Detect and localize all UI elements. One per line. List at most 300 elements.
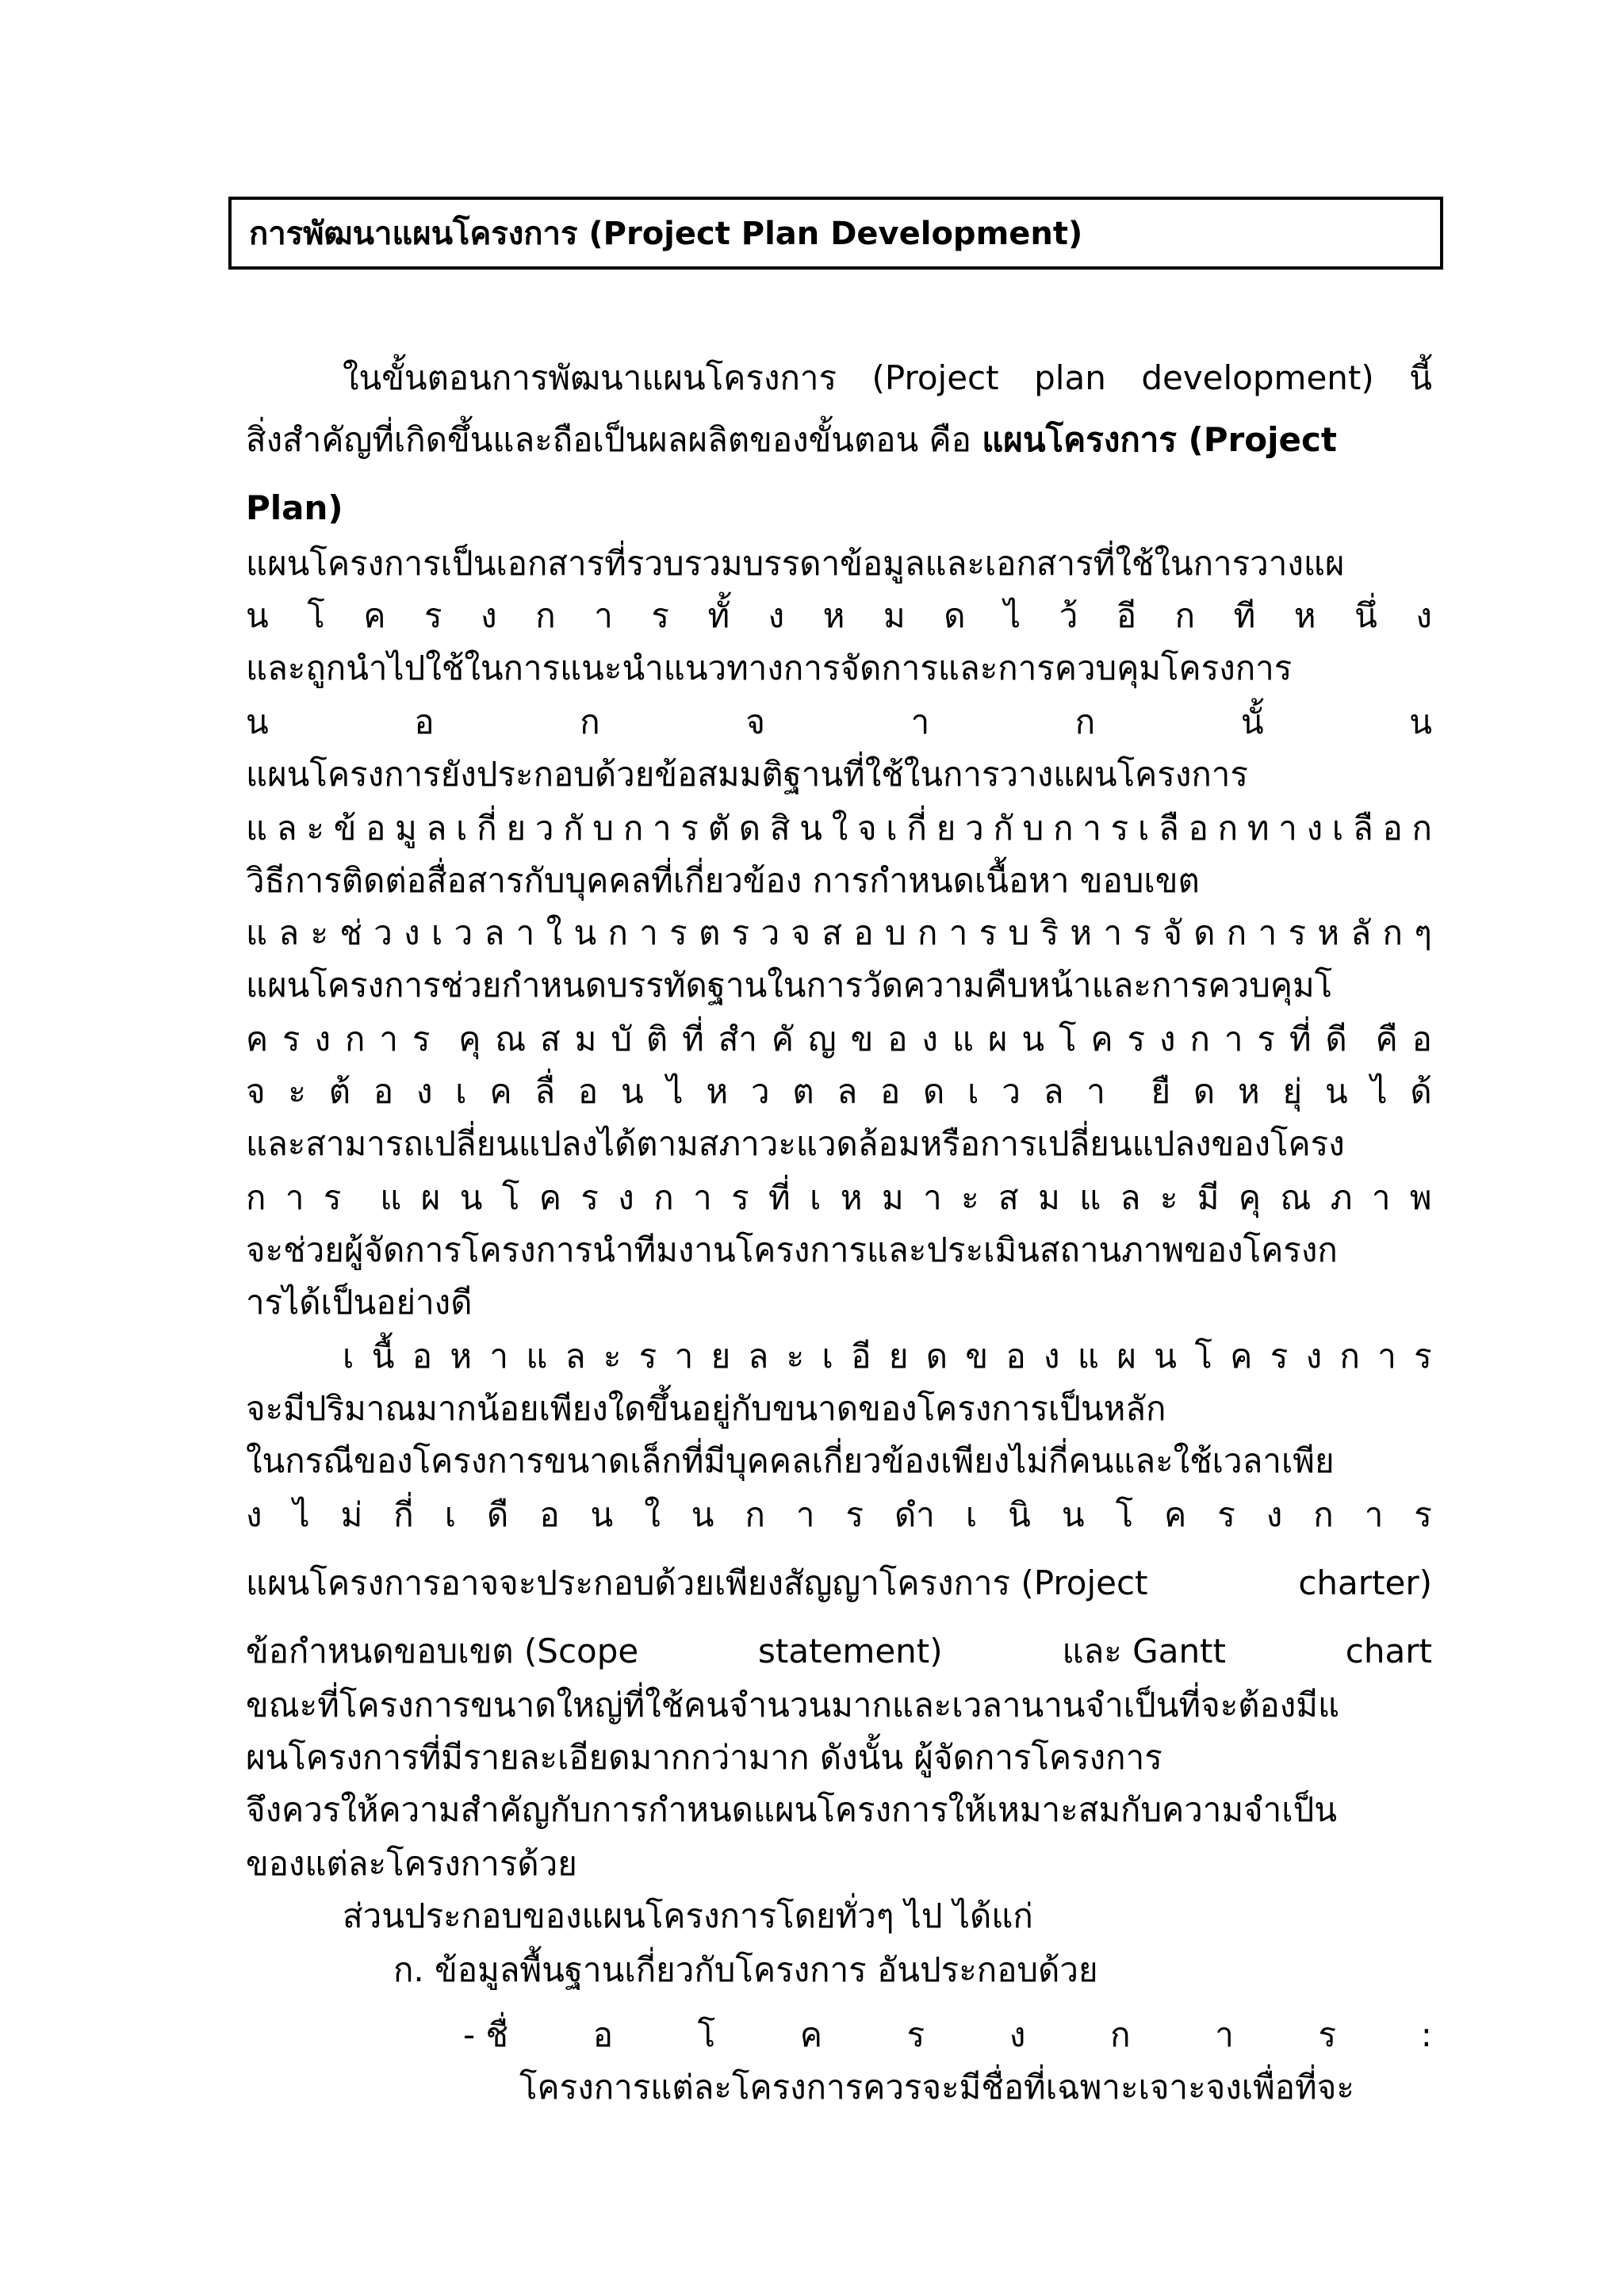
text-segment: ร [651,596,669,635]
text-segment: อ [592,2015,613,2054]
text-segment: า [1364,1495,1384,1534]
text-segment: น [1409,702,1432,741]
text-segment: ก [1189,1020,1210,1058]
text-segment: น [246,596,269,635]
text-segment: ส [998,1178,1019,1217]
paragraph-line [246,702,1432,750]
text-segment: เ [456,809,468,848]
paragraph-line: ารได้เป็นอย่างดี [246,1283,473,1322]
text-segment: ง [246,1495,262,1534]
text-segment: ว [534,809,554,848]
text-segment: ล [748,1337,769,1376]
list-subitem-line [463,2015,1432,2063]
paragraph-line: ขณะที่โครงการขนาดใหญ่ที่ใช้คนจำนวนมากและเวลานานจำเป็นที่จะต้องมีแ [246,1686,1340,1724]
text-segment: แผนโครงการอาจจะประกอบด้วยเพียงสัญญาโครงการ (Project [246,1563,1148,1602]
text-segment: ล [837,1072,858,1111]
text-segment: น [1021,1020,1045,1058]
text-segment: ย [506,809,527,848]
text-segment: ยื [1151,1072,1171,1111]
text-segment: ก [246,1178,266,1217]
text-segment: ดี [1325,1020,1347,1058]
text-segment: บ [884,913,906,952]
text-segment: ร [412,1020,431,1058]
paragraph-line: วิธีการติดต่อสื่อสารกับบุคคลที่เกี่ยวข้อง การกำหนดเนื้อหา ขอบเขต [246,861,1200,900]
text-segment: ไ [1004,596,1021,635]
text-segment: า [674,1337,694,1376]
text-segment: น [590,1495,614,1534]
text-segment: ห [822,596,845,635]
text-segment: น [573,913,597,952]
text-segment: สิ [769,809,791,848]
text-segment: ล [484,913,505,952]
text-segment: โ [501,1178,520,1217]
text-segment: า [379,1020,398,1058]
text-segment: มู [395,809,417,848]
paragraph-line: แผนโครงการยังประกอบด้วยข้อสมมติฐานที่ใช้ในการวางแผนโครงการ [246,755,1248,794]
text-segment: แ [246,913,268,952]
text-segment: ง [1009,2015,1026,2054]
text-segment: ผ [1116,1337,1136,1376]
text-segment: ม [883,596,906,635]
text-segment: ญ [807,1020,837,1058]
text-segment: ด้ [1410,1072,1432,1111]
text-segment: ค [489,1072,512,1111]
paragraph-line: จึงควรให้ความสำคัญกับการกำหนดแผนโครงการให้เหมาะสมกับความจำเป็น [246,1790,1337,1829]
text-segment: ร [669,913,688,952]
text-segment: เ [1331,809,1344,848]
text-segment: ผ [420,1178,441,1217]
text-segment: ว [454,913,473,952]
text-segment: ค [1230,1337,1253,1376]
text-segment: ห [706,1072,729,1111]
text-segment: ก [344,1020,366,1058]
text-segment: ค [1090,1020,1113,1058]
text-segment: ร [1133,913,1151,952]
text-span: สิ่งสำคัญที่เกิดขึ้นและถือเป็นผลผลิตของขั้นตอน คือ [246,420,982,459]
paragraph-line: และถูกนำไปใช้ในการแนะนำแนวทางการจัดการและการควบคุมโครงการ [246,649,1293,687]
text-segment: ค [538,1178,561,1217]
text-segment: ะ [288,1072,306,1111]
text-segment: คุ [458,1020,481,1058]
text-segment: า [1224,1020,1243,1058]
text-segment: ล [426,809,447,848]
section-title: การพัฒนาแผนโครงการ (Project Plan Development) [249,216,1083,252]
paragraph-line [246,1563,1432,1611]
text-segment: บั [611,1020,632,1058]
text-segment: ะ [306,809,324,848]
text-segment: ต้ [328,1072,351,1111]
text-segment: ง [1415,596,1432,635]
paragraph-line [246,1020,1432,1067]
text-segment: น [1324,1072,1348,1111]
text-segment: บ [1008,913,1030,952]
text-segment: กั [993,809,1013,848]
text-segment: นั้ [1240,702,1264,741]
text-segment: ว [750,1072,770,1111]
text-segment: ย [888,1337,909,1376]
text-segment: ลื [1159,809,1179,848]
text-segment: า [910,702,930,741]
paragraph-line [343,1337,1432,1384]
text-segment: ล [1043,1072,1064,1111]
text-segment: โ [307,596,325,635]
text-segment: า [1215,2015,1234,2054]
paragraph-line [246,596,1432,644]
text-segment: ง [314,1020,331,1058]
text-segment: ก [1411,809,1432,848]
text-segment: ใ [644,1495,661,1534]
text-segment: ร [1414,1337,1432,1376]
text-segment: ที่ [1289,1020,1312,1058]
text-segment: ร [1217,1495,1235,1534]
text-segment: ว [760,913,780,952]
text-segment: แ [952,1020,974,1058]
text-segment: โ [1194,1337,1212,1376]
text-segment: า [1371,1178,1391,1217]
text-segment: : [1420,2015,1432,2054]
paragraph-line: แผนโครงการช่วยกำหนดบรรทัดฐานในการวัดความคืบหน้าและการควบคุมโ [246,966,1333,1004]
text-segment: - ชื่ [463,2015,509,2054]
text-segment: ณ [1280,1178,1312,1217]
text-segment: ม่ [340,1495,363,1534]
text-segment: ก [535,596,556,635]
text-segment: ง [921,1020,938,1058]
text-segment: ๆ [1414,913,1432,952]
text-segment: ข้อกำหนดขอบเขต (Scope [246,1632,639,1670]
list-item-heading: ก. ข้อมูลพื้นฐานเกี่ยวกับโครงการ อันประกอบด้วย [393,1950,1098,1989]
text-segment: อี [851,1337,871,1376]
text-segment: ก [622,809,644,848]
paragraph-line [246,913,1432,961]
text-segment: า [1258,913,1277,952]
text-segment: จ [745,702,765,741]
text-segment: ง [1306,809,1323,848]
text-segment: อ [880,1072,901,1111]
text-segment: ที่ [768,1178,791,1217]
text-segment: โ [697,2015,716,2054]
text-segment: ก [1226,913,1247,952]
text-segment: ไ [666,1072,684,1111]
text-segment: ร [1288,913,1307,952]
paragraph-line [343,358,1432,406]
text-segment: อ [414,702,435,741]
text-segment: ในขั้นตอนการพัฒนาแผนโครงการ [343,358,837,397]
text-segment: อ [1382,809,1403,848]
text-segment: ห [1070,913,1093,952]
paragraph-line: ผนโครงการที่มีรายละเอียดมากกว่ามาก ดังนั้น ผู้จัดการโครงการ [246,1738,1162,1777]
text-segment: ะ [310,913,329,952]
text-segment: ง [768,596,785,635]
text-segment: และ Gantt [1062,1632,1226,1670]
text-segment: กี่ [906,809,927,848]
text-segment: เ [444,1495,457,1534]
bold-term: แผนโครงการ (Project [982,420,1337,459]
text-segment: อ [577,1072,599,1111]
text-segment: เ [886,809,898,848]
text-segment: อ [887,1020,908,1058]
text-segment: ต [699,913,721,952]
text-segment: ใ [546,913,563,952]
text-segment: น [246,702,269,741]
text-segment: โ [1059,1020,1077,1058]
text-segment: แ [1077,1337,1099,1376]
text-segment: ร [1414,1495,1432,1534]
text-segment: ก [1053,809,1074,848]
text-segment: น [1154,1337,1177,1376]
text-segment: ลื่ [534,1072,556,1111]
text-segment: เ [431,913,443,952]
text-segment: ร [282,1020,301,1058]
text-segment: อ [412,1337,432,1376]
text-segment: ย [936,809,956,848]
text-segment: จ [791,913,811,952]
text-segment: charter) [1298,1563,1432,1602]
text-segment: ง [404,913,420,952]
text-segment: ค [246,1020,269,1058]
text-segment: ร [1110,809,1129,848]
text-segment: ร [580,1178,599,1217]
text-segment: า [923,1178,942,1217]
text-segment: จ [246,1072,266,1111]
text-segment: เ [965,1495,978,1534]
text-segment: ภ [1330,1178,1353,1217]
text-segment: ห [1293,596,1316,635]
text-segment: ล [1120,1178,1141,1217]
text-segment: ล [276,809,297,848]
text-segment: ส [540,1020,561,1058]
text-segment: ร [979,913,998,952]
text-segment: ข [965,1337,989,1376]
text-segment: ด [1193,913,1216,952]
text-segment: ค [799,2015,822,2054]
text-segment: น [1061,1495,1085,1534]
text-segment: นื้ [371,1337,395,1376]
text-segment: ว [1002,1072,1021,1111]
text-segment: า [1377,1337,1396,1376]
text-segment: ดำ [894,1495,935,1534]
text-segment: ก [607,913,628,952]
text-segment: อ [1005,1337,1026,1376]
text-segment: ค [363,596,386,635]
text-segment: ก [1174,596,1196,635]
text-segment: ก [1074,702,1096,741]
text-segment: ง [1159,1020,1176,1058]
text-segment: จ [857,809,877,848]
list-intro: ส่วนประกอบของแผนโครงการโดยทั่วๆ ไป ได้แก่ [343,1896,1033,1935]
text-segment: น [620,1072,644,1111]
text-segment: ง [618,1178,634,1217]
paragraph-line: จะช่วยผู้จัดการโครงการนำทีมงานโครงการและประเมินสถานภาพของโครงก [246,1230,1338,1269]
paragraph-line: ของแต่ละโครงการด้วย [246,1844,577,1883]
text-segment: ร [845,1495,864,1534]
text-segment: เ [1137,809,1150,848]
text-segment: ง [481,596,497,635]
text-segment: ร [680,809,699,848]
text-segment: ก [1217,809,1239,848]
text-segment: โ [1115,1495,1134,1534]
text-segment: า [1103,913,1123,952]
text-segment: น [799,809,822,848]
text-segment: ช่ [339,913,362,952]
text-segment: อ [1411,1020,1432,1058]
text-segment: ะ [1159,1178,1178,1217]
text-segment: นิ [1008,1495,1031,1534]
text-segment: ด [925,1337,948,1376]
text-segment: เ [455,1072,467,1111]
text-segment: ห [840,1178,863,1217]
text-segment: ทั้ [707,596,730,635]
text-segment: ล [278,913,300,952]
text-segment: ห [450,1337,473,1376]
text-segment: อี [1116,596,1137,635]
text-segment: า [693,1178,712,1217]
text-segment: พ [1409,1178,1432,1217]
paragraph-line [246,420,1337,468]
text-segment: chart [1345,1632,1432,1670]
text-segment: ห [1238,1072,1260,1111]
text-segment: ริ [1040,913,1059,952]
text-segment: กั [563,809,584,848]
paragraph-line: และสามารถเปลี่ยนแปลงได้ตามสภาวะแวดล้อมหรือการเปลี่ยนแปลงของโครง [246,1124,1345,1163]
text-segment: development) [1141,358,1374,397]
text-segment: ร [906,2015,925,2054]
text-segment: า [594,596,613,635]
text-segment: ะ [961,1178,979,1217]
text-segment: ไ [293,1495,310,1534]
text-segment: นี้ [1409,358,1432,397]
text-segment: ะ [786,1337,805,1376]
text-segment: า [653,809,672,848]
text-segment: เ [822,1337,833,1376]
text-segment: ก [1339,1337,1360,1376]
text-segment: น [459,1178,483,1217]
text-segment: ม [574,1020,597,1058]
text-segment: คื [1375,1020,1398,1058]
text-segment: ณ [495,1020,527,1058]
text-segment: แ [526,1337,548,1376]
text-segment: ก [653,1178,674,1217]
text-segment: น [691,1495,714,1534]
text-segment: ะ [603,1337,622,1376]
text-segment: ไ [1370,1072,1388,1111]
text-segment: ร [1127,1020,1146,1058]
text-segment: ร [638,1337,657,1376]
list-subitem-text: โครงการแต่ละโครงการควรจะมีชื่อที่เฉพาะเจาะจงเพื่อที่จะ [519,2068,1354,2107]
text-segment: ก [1382,913,1403,952]
text-segment: มี [1197,1178,1220,1217]
text-segment: แ [1079,1178,1101,1217]
text-segment: ใ [831,809,848,848]
text-segment: า [639,913,658,952]
text-segment: ร [1257,1020,1275,1058]
text-segment: ง [1044,1337,1060,1376]
text-segment: ท [1247,809,1270,848]
text-segment: ค [1164,1495,1187,1534]
text-segment: ข [850,1020,874,1058]
text-segment: ง [416,1072,433,1111]
paragraph-line: Plan) [246,488,343,527]
text-segment: ร [1270,1337,1289,1376]
paragraph-line: จะมีปริมาณมากน้อยเพียงใดขึ้นอยู่กับขนาดของโครงการเป็นหลัก [246,1389,1166,1428]
text-segment: ข้ [333,809,357,848]
text-segment: (Project [871,358,999,397]
text-segment: ก [1313,1495,1334,1534]
text-segment: กี่ [477,809,497,848]
text-segment: ร [1318,2015,1337,2054]
text-segment: ง [1266,1495,1283,1534]
text-segment: ยุ่ [1282,1072,1303,1111]
text-segment: แ [380,1178,402,1217]
text-segment: คุ [1238,1178,1261,1217]
text-segment: บ [592,809,615,848]
text-segment: ว [965,809,984,848]
text-segment: อ [539,1495,560,1534]
text-segment: plan [1034,358,1106,397]
text-segment: ง [1305,1337,1323,1376]
text-segment: า [948,913,968,952]
text-segment: ลื [1353,809,1373,848]
paragraph-line [246,1632,1432,1679]
text-segment: อ [1188,809,1208,848]
text-segment: ว [373,913,393,952]
text-segment: เ [343,1337,354,1376]
text-segment: ม [1038,1178,1060,1217]
text-segment: ติ [645,1020,668,1058]
text-segment: า [795,1495,815,1534]
text-segment: า [1082,809,1101,848]
paragraph-line [246,1072,1432,1119]
text-segment: ก [1110,2015,1131,2054]
text-segment: า [515,913,535,952]
text-segment: ต [792,1072,814,1111]
text-segment: เ [967,1072,979,1111]
section-title-box [228,197,1443,270]
text-segment: ดื [487,1495,509,1534]
text-segment: ลั [1350,913,1372,952]
text-segment: จั [1162,913,1182,952]
paragraph-line: แผนโครงการเป็นเอกสารที่รวบรวมบรรดาข้อมูลและเอกสารที่ใช้ในการวางแผ [246,544,1345,583]
text-segment: ที่ [682,1020,704,1058]
text-segment: ที [1233,596,1256,635]
paragraph-line [246,1178,1432,1226]
text-segment: ก [745,1495,765,1534]
paragraph-line [246,809,1432,856]
text-segment: อ [366,809,386,848]
text-segment: ตั [707,809,730,848]
text-segment: ก [580,702,600,741]
text-segment: ห [1317,913,1340,952]
text-segment: ย [710,1337,731,1376]
text-segment: ล [565,1337,586,1376]
text-segment: ร [323,1178,342,1217]
text-segment: า [489,1337,508,1376]
text-segment: ร [731,913,750,952]
text-segment: ด [923,1072,945,1111]
text-segment: กี่ [393,1495,414,1534]
text-segment: เ [810,1178,822,1217]
text-segment: ด [1193,1072,1216,1111]
text-segment: ร [731,1178,749,1217]
text-segment: บ [1022,809,1044,848]
text-segment: ด [944,596,966,635]
text-segment: อ [853,913,874,952]
text-segment: statement) [758,1632,943,1670]
text-segment: า [285,1178,304,1217]
text-segment: แ [246,809,268,848]
text-segment: อ [373,1072,394,1111]
text-segment: า [1086,1072,1105,1111]
text-segment: นึ่ [1354,596,1377,635]
